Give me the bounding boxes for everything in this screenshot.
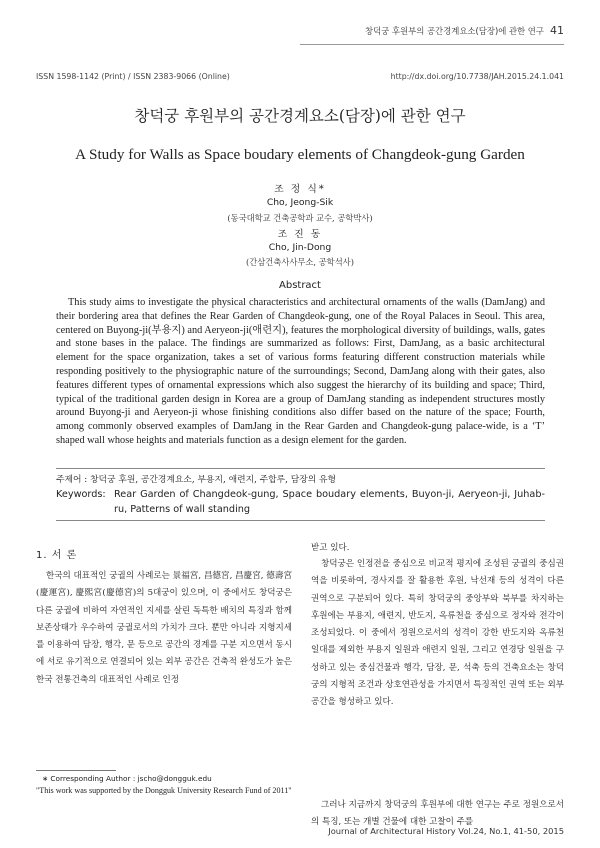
keywords-english [56,488,545,517]
footnote-rule [36,770,116,771]
author-2-affiliation: (간삼건축사사무소, 공학석사) [246,257,354,267]
author-1-name-korean: 조 정 식* [274,184,326,195]
author-1-name-english: Cho, Jeong-Sik [266,197,334,208]
running-head-title: 창덕궁 후원부의 공간경계요소(담장)에 관한 연구 [365,26,544,36]
keywords-bottom-rule [56,520,545,521]
keywords-label: Keywords: [56,489,106,500]
author-2-name-english: Cho, Jin-Dong [268,242,332,253]
body-right-paragraph-3: 그러나 지금까지 창덕궁의 후원부에 대한 연구는 주로 정원으로서의 특징, 또는 개별 건물에 대한 고찰이 주를 [311,800,564,828]
keywords-korean: 주제어 : 창덕궁 후원, 공간경계요소, 부용지, 애련지, 주합루, 담장의 유형 [56,475,337,485]
body-right-paragraph-2: 창덕궁은 인정전을 중심으로 비교적 평지에 조성된 궁궐의 중심권역을 비롯하여, 경사지를 잘 활용한 후원, 낙선재 등의 성격이 다른 권역으로 구분되어 있다. 특히 창덕궁의 중앙부와 북부를 차지하는 후원에는 부용지, 애련지, 반도지, 옥류천을 중심으로 정자와 전각이 조성되었다. 이 중에서 정원으로서의 성격이 강한 반도지와 옥류천 일대를 제외한 부용지 일원과 애련지 일원, 그리고 연경당 일원을 구성하고 있는 중심건물과 행각, 담장, 문, 석축 등의 건축요소는 창덕궁의 지형적 조건과 상호연관성을 가지면서 특징적인 권역 또는 외부공간을 형성하고 있다. [311,559,564,708]
title-english: A Study for Walls as Space boudary elements of Changdeok-gung Garden [75,146,525,163]
page-number: 41 [550,24,564,37]
author-2-name-korean: 조 진 동 [277,229,323,240]
journal-footer: Journal of Architectural History Vol.24, No.1, 41-50, 2015 [328,826,564,836]
doi-link[interactable]: http://dx.doi.org/10.7738/JAH.2015.24.1.041 [390,72,564,81]
footnote-funding: "This work was supported by the Dongguk University Research Fund of 2011" [36,786,292,795]
issn-line: ISSN 1598-1142 (Print) / ISSN 2383-9066 (Online) [36,72,230,81]
abstract-heading: Abstract [279,280,321,291]
title-korean: 창덕궁 후원부의 공간경계요소(담장)에 관한 연구 [134,107,466,125]
running-head [365,24,564,37]
keywords-english-text: Rear Garden of Changdeok-gung, Space boudary elements, Buyon-ji, Aeryeon-ji, Juhab-ru, Patterns of wall standing [114,489,545,515]
body-right-paragraph-1: 받고 있다. [311,543,350,553]
abstract-text: This study aims to investigate the physical characteristics and architectural ornaments of the walls (DamJang) and their bordering area that defines the Rear Garden of Changdeok-gung, one of the Royal Palaces in Seoul. This area, centered on Buyong-ji(부용지) and Aeryeon-ji(애련지), features the morphological diversity of buildings, walls, gates and stone bases in the palace. The findings are summarized as follows: First, DamJang, as a basic architectural element for the space organization, takes a set of various forms featuring different construction materials while responding positively to the physiographic nature of the surroundings; Second, DamJang along with their gates, also features different types of ornamental expressions which also suggest the hierarchy of its building and space; Third, typical of the traditional garden design in Korea are a group of DamJang standing as independent structures mostly around Buyong-ji and Aeryeon-ji whose finishing conditions also differ based on the nature of the space; Fourth, among commonly observed examples of DamJang in the Rear Garden and Changdeok-gung palace-wide, is a ‘T’ shaped wall whose heights and materials function as a design element for the garden. [56,297,545,446]
author-1-affiliation: (동국대학교 건축공학과 교수, 공학박사) [227,213,373,223]
keywords-top-rule [56,468,545,469]
section-heading-introduction: 1. 서 론 [36,550,78,561]
header-rule [300,44,564,45]
footnote-corresponding-author: ∗ Corresponding Author : jscho@dongguk.edu [42,774,212,783]
body-left-paragraph-1: 한국의 대표적인 궁궐의 사례로는 景福宮, 昌德宮, 昌慶宮, 德壽宮(慶運宮), 慶熙宮(慶德宮)의 5대궁이 있으며, 이 중에서도 창덕궁은 다른 궁궐에 비하여 자연적인 지세를 살린 독특한 배치의 특징과 함께 보존상태가 우수하여 궁궐로서의 가치가 크다. 뿐만 아니라 지형지세를 이용하여 담장, 행각, 문 등으로 공간의 경계를 구분 지으면서 동시에 서로 유기적으로 연결되어 있는 외부 공간은 건축적 완성도가 높은 한국 전통건축의 대표적인 사례로 인정 [36,571,292,685]
